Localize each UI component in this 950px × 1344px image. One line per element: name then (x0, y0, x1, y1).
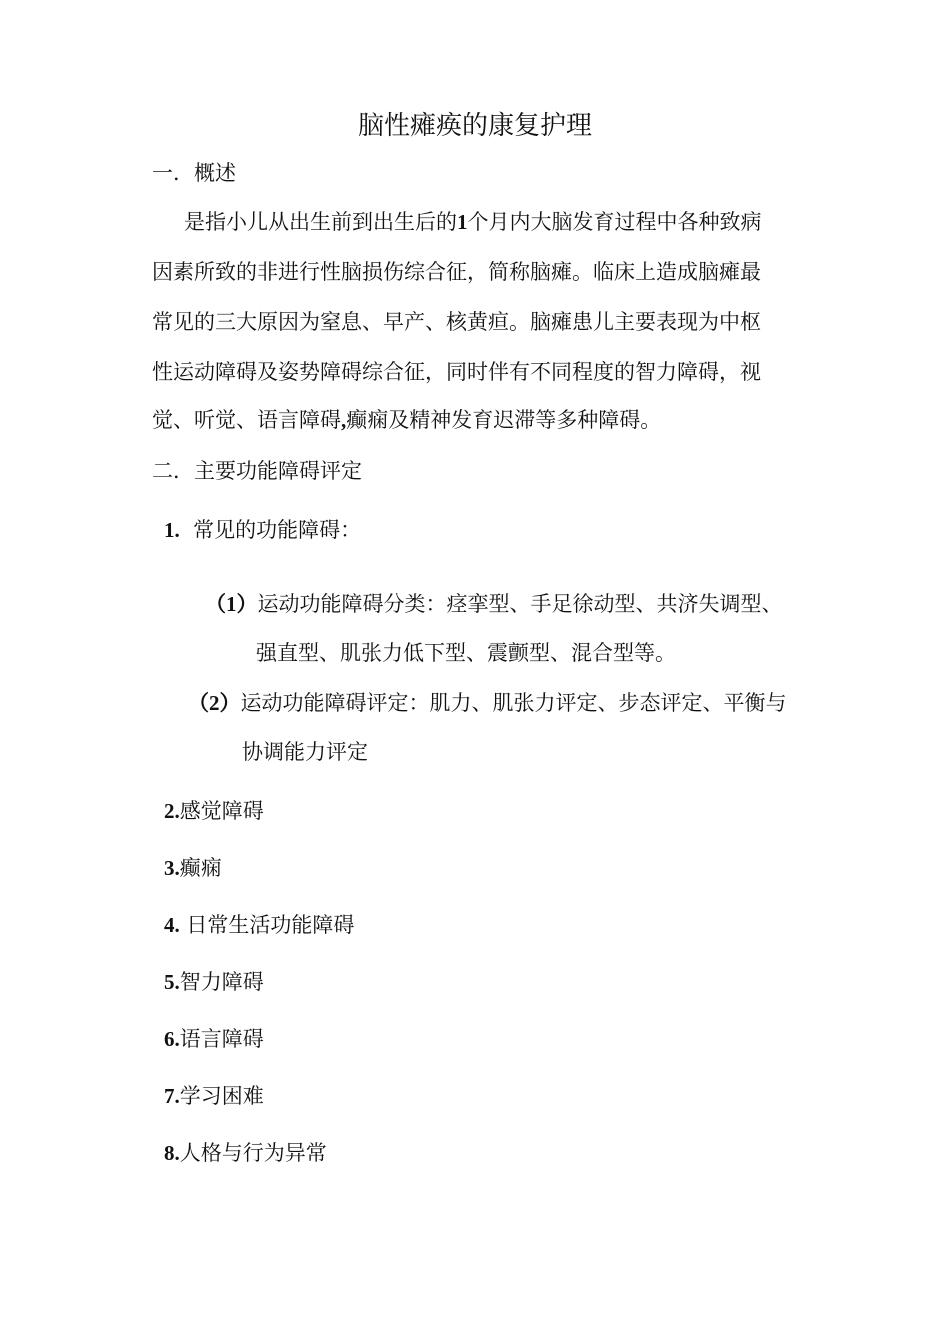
paragraph-text: 个月内大脑发育过程中各种致病 (467, 210, 762, 234)
list-item-number: 6. (164, 1027, 180, 1051)
sub-item-1 (205, 589, 783, 619)
list-item (164, 1081, 264, 1111)
paragraph-text: 是指小儿从出生前到出生后的 (184, 210, 457, 234)
list-item-label: 智力障碍 (179, 970, 264, 994)
paragraph-line-2: 因素所致的非进行性脑损伤综合征，简称脑瘫。临床上造成脑瘫最 (152, 260, 761, 284)
sub-item-1-continued: 强直型、肌张力低下型、震颤型、混合型等。 (256, 641, 676, 665)
section-heading-overview: 一．概述 (152, 161, 236, 185)
paragraph-text: 癫痫及精神发育迟滞等多种障碍。 (346, 408, 662, 432)
sub-item-2-continued: 协调能力评定 (242, 740, 368, 764)
document-title: 脑性瘫痪的康复护理 (357, 111, 592, 141)
list-item-number: 1. (164, 518, 180, 542)
list-item (164, 853, 222, 883)
list-item (164, 1138, 327, 1168)
list-item-label: 日常生活功能障碍 (179, 913, 355, 937)
list-item-number: 2. (164, 799, 180, 823)
sub-item-text: 运动功能障碍分类：痉挛型、手足徐动型、共济失调型、 (257, 592, 783, 616)
paragraph-line-3: 常见的三大原因为窒息、早产、核黄疸。脑瘫患儿主要表现为中枢 (152, 310, 761, 334)
sub-item-text: 运动功能障碍评定：肌力、肌张力评定、步态评定、平衡与 (240, 691, 787, 715)
list-item-number: 3. (164, 856, 180, 880)
inline-comma: , (341, 408, 347, 432)
list-item (164, 910, 354, 940)
paragraph-line-5 (152, 405, 661, 435)
sub-item-number: （1） (205, 592, 258, 616)
list-item-label: 常见的功能障碍： (193, 518, 362, 542)
sub-item-2 (188, 688, 787, 718)
list-item (164, 796, 264, 826)
sub-item-number: （2） (188, 691, 241, 715)
paragraph-text: 觉、听觉、语言障碍 (152, 408, 341, 432)
section-heading-assessment: 二．主要功能障碍评定 (152, 459, 362, 483)
list-item-label: 人格与行为异常 (179, 1141, 327, 1165)
list-item (164, 1024, 264, 1054)
list-item-number: 4. (164, 913, 180, 937)
paragraph-line-1 (184, 207, 762, 237)
list-item-common-disorders (164, 515, 361, 545)
list-item-label: 癫痫 (179, 856, 222, 880)
list-item-label: 语言障碍 (179, 1027, 264, 1051)
inline-number: 1 (457, 210, 468, 234)
paragraph-line-4: 性运动障碍及姿势障碍综合征，同时伴有不同程度的智力障碍，视 (152, 360, 761, 384)
list-item-number: 5. (164, 970, 180, 994)
list-item (164, 967, 264, 997)
list-item-number: 7. (164, 1084, 180, 1108)
list-item-number: 8. (164, 1141, 180, 1165)
list-item-label: 学习困难 (179, 1084, 264, 1108)
list-item-label: 感觉障碍 (179, 799, 264, 823)
